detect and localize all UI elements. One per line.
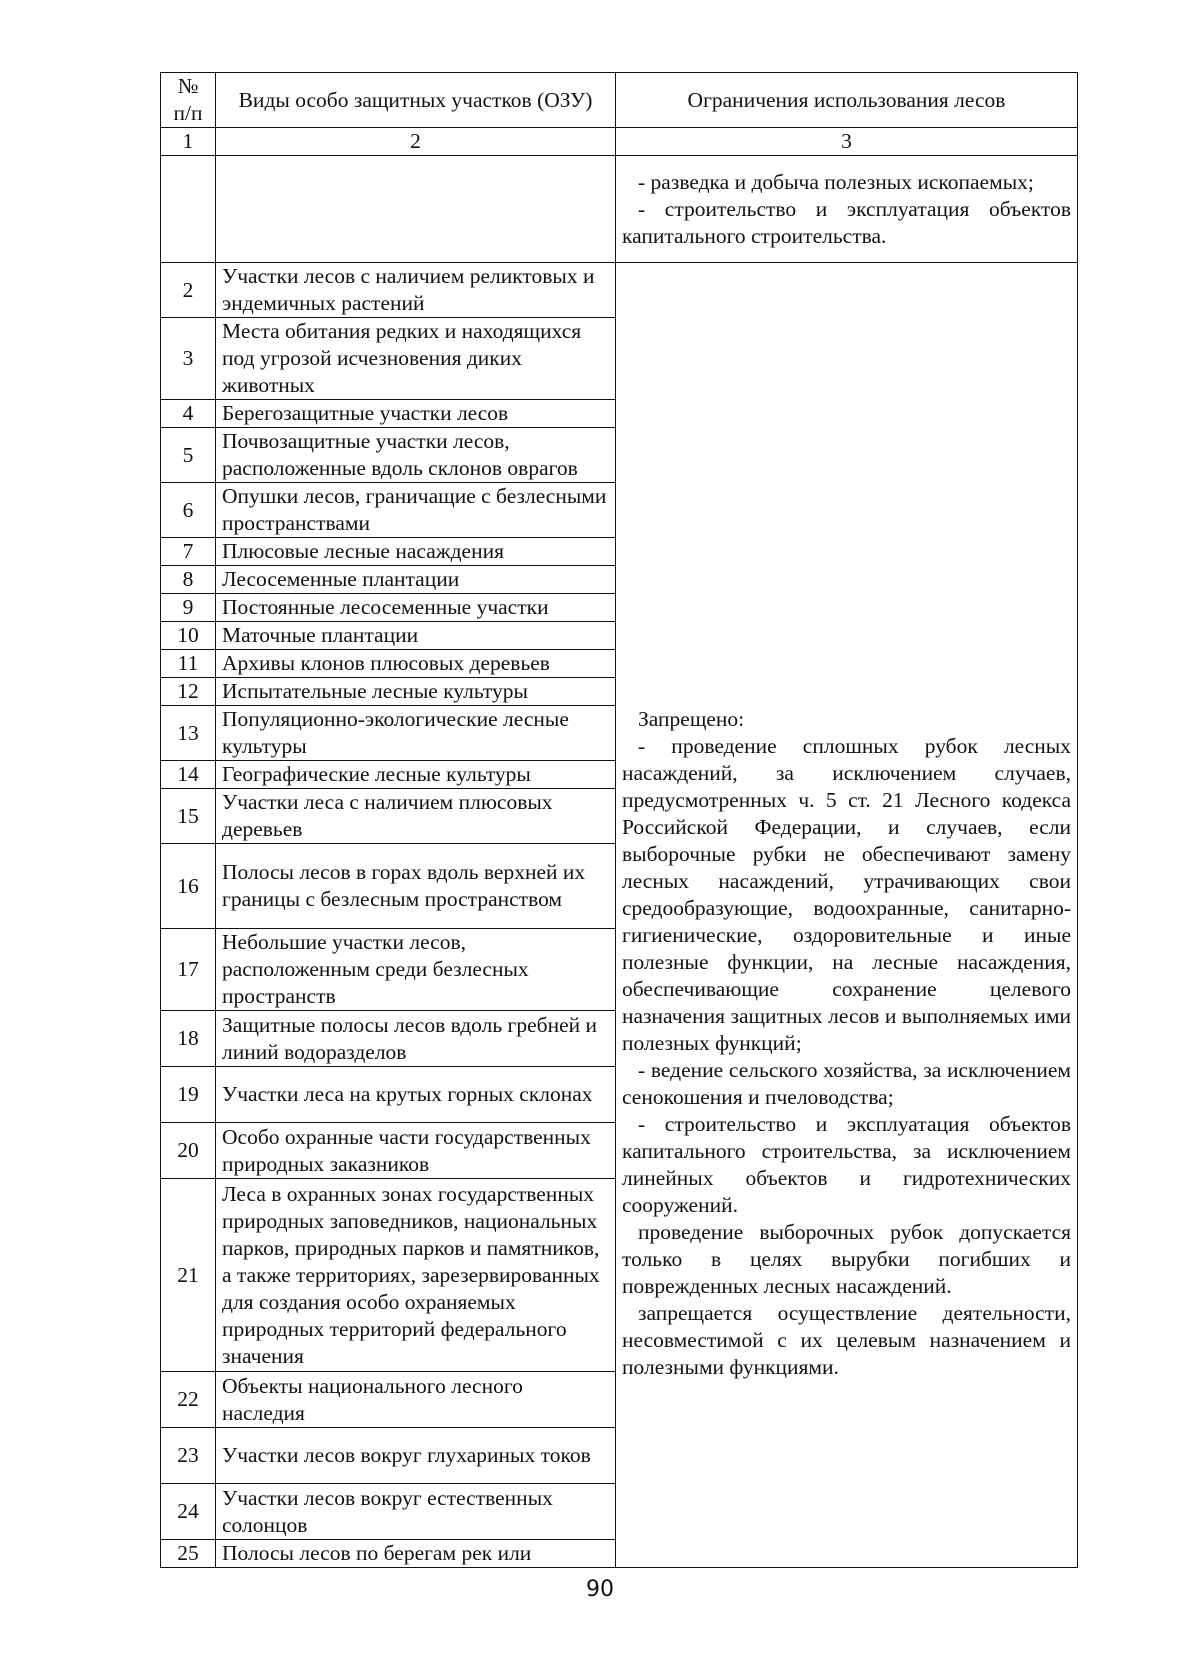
area-kind: Участки лесов вокруг глухариных токов	[216, 1428, 616, 1484]
header-restrictions: Ограничения использования лесов	[616, 73, 1078, 128]
area-kind: Опушки лесов, граничащие с безлесными пространствами	[216, 483, 616, 538]
area-kind: Берегозащитные участки лесов	[216, 400, 616, 428]
row-number: 16	[161, 844, 216, 929]
row-number: 12	[161, 678, 216, 706]
area-kind-empty	[216, 156, 616, 263]
area-kind: Леса в охранных зонах государственных природных заповедников, национальных парков, природных парков и памятников, а также территориях, зарезервированных для создания особо охраняемых природных территорий федерального значения	[216, 1179, 616, 1372]
area-kind: Испытательные лесные культуры	[216, 678, 616, 706]
row-number: 2	[161, 263, 216, 318]
row-number: 3	[161, 318, 216, 400]
row-number: 10	[161, 622, 216, 650]
area-kind: Полосы лесов по берегам рек или	[216, 1540, 616, 1568]
restriction-line: запрещается осуществление деятельности, несовместимой с их целевым назначением и полезными функциями.	[622, 1300, 1071, 1379]
area-kind: Маточные плантации	[216, 622, 616, 650]
row-number: 9	[161, 594, 216, 622]
continuation-restrictions	[616, 156, 1078, 263]
row-number: 5	[161, 428, 216, 483]
restriction-line: проведение выборочных рубок допускается только в целях вырубки погибших и поврежденных лесных насаждений.	[622, 1219, 1071, 1298]
area-kind: Географические лесные культуры	[216, 761, 616, 789]
row-number: 20	[161, 1123, 216, 1179]
column-number: 2	[216, 128, 616, 156]
area-kind: Архивы клонов плюсовых деревьев	[216, 650, 616, 678]
area-kind: Участки леса на крутых горных склонах	[216, 1067, 616, 1123]
area-kind: Особо охранные части государственных природных заказников	[216, 1123, 616, 1179]
row-number: 23	[161, 1428, 216, 1484]
page-number: 90	[586, 1577, 614, 1602]
column-number: 1	[161, 128, 216, 156]
row-number: 8	[161, 566, 216, 594]
row-number: 6	[161, 483, 216, 538]
area-kind: Плюсовые лесные насаждения	[216, 538, 616, 566]
restriction-line: - строительство и эксплуатация объектов капитального строительства, за исключением линейных объектов и гидротехнических сооружений.	[622, 1111, 1071, 1217]
restriction-line: - ведение сельского хозяйства, за исключением сенокошения и пчеловодства;	[622, 1057, 1071, 1109]
area-kind: Участки лесов вокруг естественных солонцов	[216, 1484, 616, 1540]
area-kind: Участки лесов с наличием реликтовых и эндемичных растений	[216, 263, 616, 318]
header-number: № п/п	[161, 73, 216, 128]
area-kind: Постоянные лесосеменные участки	[216, 594, 616, 622]
area-kind: Почвозащитные участки лесов, расположенные вдоль склонов оврагов	[216, 428, 616, 483]
header-area-kind: Виды особо защитных участков (ОЗУ)	[216, 73, 616, 128]
area-kind: Лесосеменные плантации	[216, 566, 616, 594]
area-kind: Полосы лесов в горах вдоль верхней их границы с безлесным пространством	[216, 844, 616, 929]
column-numbers-row	[161, 128, 1078, 156]
restriction-line: - разведка и добыча полезных ископаемых;	[638, 169, 1034, 194]
area-kind: Небольшие участки лесов, расположенным среди безлесных пространств	[216, 929, 616, 1011]
area-kind: Места обитания редких и находящихся под угрозой исчезновения диких животных	[216, 318, 616, 400]
row-number: 11	[161, 650, 216, 678]
row-number: 17	[161, 929, 216, 1011]
table-header-row	[161, 73, 1078, 128]
area-kind: Популяционно-экологические лесные культуры	[216, 706, 616, 761]
row-number: 25	[161, 1540, 216, 1568]
row-number: 13	[161, 706, 216, 761]
row-number: 18	[161, 1011, 216, 1067]
continuation-row	[161, 156, 1078, 263]
area-kind: Участки леса с наличием плюсовых деревьев	[216, 789, 616, 844]
restriction-line: Запрещено:	[638, 706, 745, 731]
protective-areas-table	[160, 72, 1078, 1568]
row-number: 4	[161, 400, 216, 428]
column-number: 3	[616, 128, 1078, 156]
area-kind: Защитные полосы лесов вдоль гребней и линий водоразделов	[216, 1011, 616, 1067]
row-number: 7	[161, 538, 216, 566]
row-number: 15	[161, 789, 216, 844]
row-number: 22	[161, 1372, 216, 1428]
row-number-empty	[161, 156, 216, 263]
area-kind: Объекты национального лесного наследия	[216, 1372, 616, 1428]
main-restrictions	[616, 263, 1078, 1568]
restriction-line: - строительство и эксплуатация объектов капитального строительства.	[622, 196, 1071, 248]
restriction-line: - проведение сплошных рубок лесных насаждений, за исключением случаев, предусмотренных ч. 5 ст. 21 Лесного кодекса Российской Федерации, и случаев, если выборочные рубки не обеспечивают замену лесных насаждений, утрачивающих свои средообразующие, водоохранные, санитарно-гигиенические, оздоровительные и иные полезные функции, на лесные насаждения, обеспечивающие сохранение целевого назначения защитных лесов и выполняемых ими полезных функций;	[622, 733, 1071, 1055]
row-number: 19	[161, 1067, 216, 1123]
row-number: 14	[161, 761, 216, 789]
table-row	[161, 263, 1078, 318]
spacer	[622, 450, 1071, 706]
row-number: 24	[161, 1484, 216, 1540]
row-number: 21	[161, 1179, 216, 1372]
